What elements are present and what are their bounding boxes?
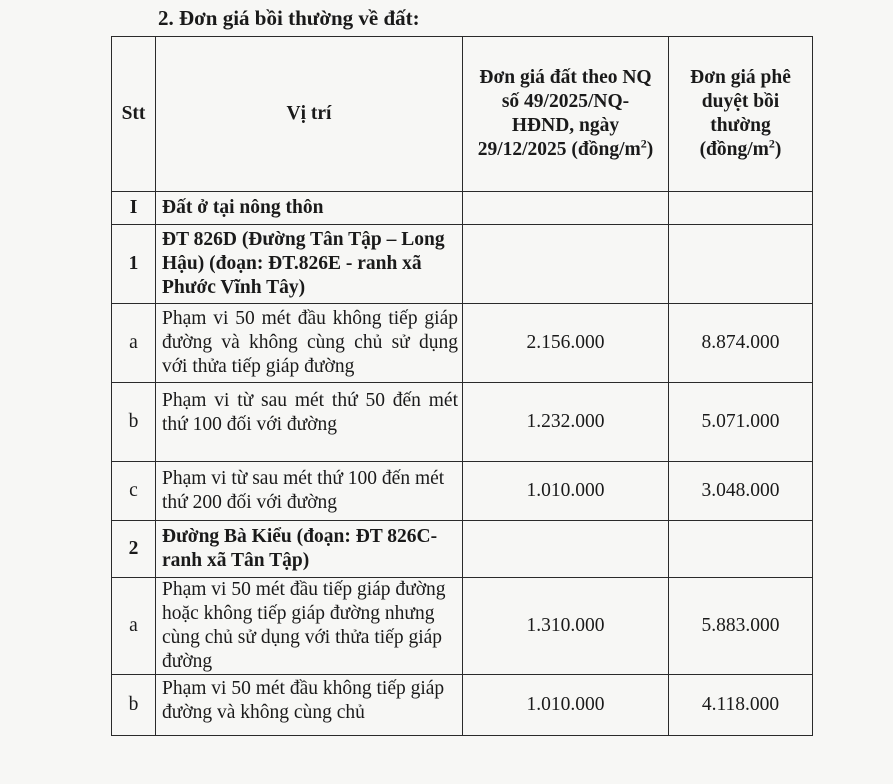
row-price-nq — [463, 225, 669, 304]
row-price-nq: 1.232.000 — [463, 383, 669, 462]
row-price-nq — [463, 192, 669, 225]
row-price-approved — [669, 192, 813, 225]
header-price-approved-sup: 2 — [768, 136, 775, 151]
row-price-nq — [463, 521, 669, 578]
header-stt: Stt — [112, 37, 156, 192]
table-row — [112, 462, 813, 521]
header-price-approved — [669, 37, 813, 192]
table-row — [112, 383, 813, 462]
row-price-approved: 3.048.000 — [669, 462, 813, 521]
compensation-price-table — [111, 36, 813, 736]
row-location: Phạm vi 50 mét đầu tiếp giáp đường hoặc không tiếp giáp đường nhưng cùng chủ sử dụng với thửa tiếp giáp đường — [156, 578, 463, 675]
header-price-nq — [463, 37, 669, 192]
row-stt: 2 — [112, 521, 156, 578]
row-stt: a — [112, 578, 156, 675]
row-price-approved: 4.118.000 — [669, 675, 813, 736]
table-row — [112, 225, 813, 304]
section-heading: 2. Đơn giá bồi thường về đất: — [158, 6, 420, 30]
header-location: Vị trí — [156, 37, 463, 192]
row-stt: b — [112, 383, 156, 462]
row-location: Phạm vi 50 mét đầu không tiếp giáp đường và không cùng chủ — [156, 675, 463, 736]
row-location: Đường Bà Kiểu (đoạn: ĐT 826C-ranh xã Tân Tập) — [156, 521, 463, 578]
row-price-approved — [669, 225, 813, 304]
header-price-nq-close: ) — [646, 139, 654, 160]
row-stt: b — [112, 675, 156, 736]
row-price-approved: 5.883.000 — [669, 578, 813, 675]
table-header-row — [112, 37, 813, 192]
header-price-approved-text: Đơn giá phê duyệt bồi thường (đồng/m — [690, 67, 791, 160]
row-price-approved: 5.071.000 — [669, 383, 813, 462]
header-price-nq-sup: 2 — [640, 136, 647, 151]
row-location: ĐT 826D (Đường Tân Tập – Long Hậu) (đoạn: ĐT.826E - ranh xã Phước Vĩnh Tây) — [156, 225, 463, 304]
row-price-nq: 1.310.000 — [463, 578, 669, 675]
row-price-nq: 1.010.000 — [463, 675, 669, 736]
row-location: Phạm vi 50 mét đầu không tiếp giáp đường và không cùng chủ sử dụng với thửa tiếp giáp đường — [156, 304, 463, 383]
row-location: Đất ở tại nông thôn — [156, 192, 463, 225]
row-location: Phạm vi từ sau mét thứ 100 đến mét thứ 200 đối với đường — [156, 462, 463, 521]
table-row — [112, 578, 813, 675]
table-row — [112, 192, 813, 225]
header-price-approved-close: ) — [774, 139, 782, 160]
table-row — [112, 304, 813, 383]
row-stt: c — [112, 462, 156, 521]
row-price-approved — [669, 521, 813, 578]
row-location: Phạm vi từ sau mét thứ 50 đến mét thứ 100 đối với đường — [156, 383, 463, 462]
row-price-nq: 2.156.000 — [463, 304, 669, 383]
table-row — [112, 521, 813, 578]
row-stt: I — [112, 192, 156, 225]
table-row — [112, 675, 813, 736]
row-price-approved: 8.874.000 — [669, 304, 813, 383]
row-stt: a — [112, 304, 156, 383]
row-price-nq: 1.010.000 — [463, 462, 669, 521]
header-price-nq-text: Đơn giá đất theo NQ số 49/2025/NQ-HĐND, ngày 29/12/2025 (đồng/m — [477, 67, 652, 160]
row-stt: 1 — [112, 225, 156, 304]
